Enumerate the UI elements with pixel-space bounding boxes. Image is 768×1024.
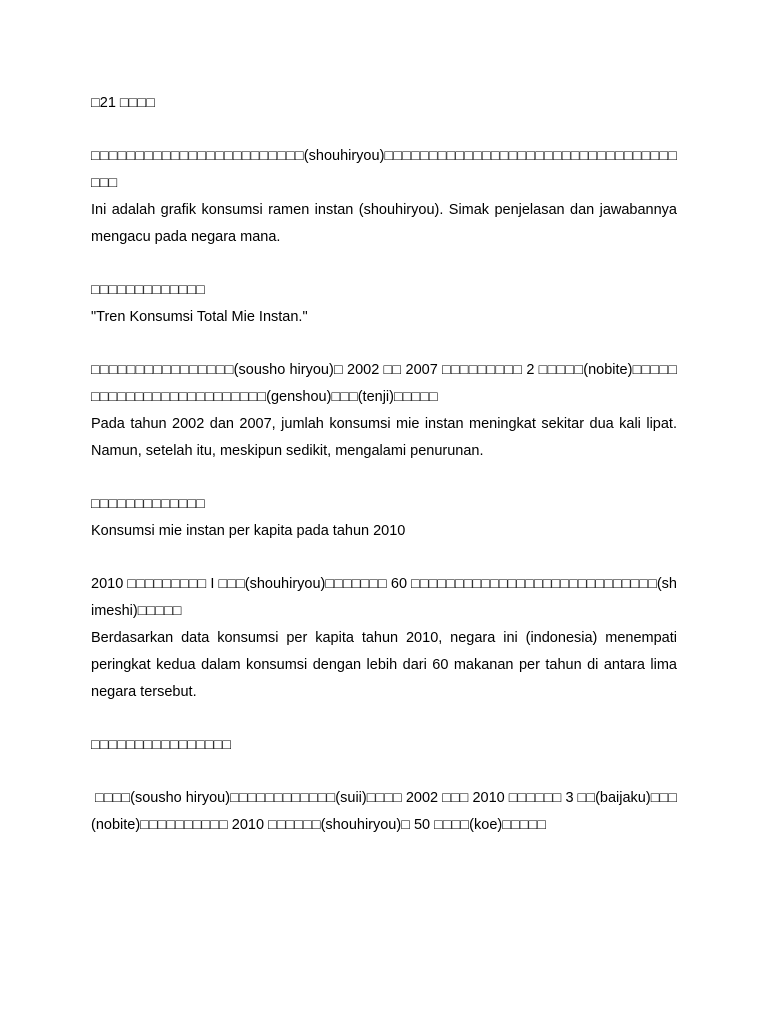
intro-japanese: □□□□□□□□□□□□□□□□□□□□□□□□(shouhiryou)□□□□□□□□□□□□□□□□□□□□□□□□□□□□□□□□□□□□ bbox=[91, 148, 677, 191]
trend-explanation-japanese: □□□□□□□□□□□□□□□□(sousho hiryou)□ 2002 □□ 2007 □□□□□□□□□ 2 □□□□□(nobite)□□□□□□□□□□□□□□□□□□□□□□□□□(genshou)□□□(tenji)□□□□□ bbox=[91, 362, 677, 405]
heading-total-trend-japanese: □□□□□□□□□□□□□ bbox=[91, 282, 205, 298]
intro-indonesian: Ini adalah grafik konsumsi ramen instan (shouhiryou). Simak penjelasan dan jawabannya mengacu pada negara mana. bbox=[91, 202, 677, 245]
heading-per-capita-japanese: □□□□□□□□□□□□□ bbox=[91, 496, 205, 512]
per-capita-explanation-indonesian: Berdasarkan data konsumsi per kapita tahun 2010, negara ini (indonesia) menempati peringkat kedua dalam konsumsi dengan lebih dari 60 makanan per tahun di antara lima negara tersebut. bbox=[91, 630, 677, 700]
answer-heading-japanese: □□□□□□□□□□□□□□□□ bbox=[91, 737, 232, 753]
per-capita-explanation-japanese: 2010 □□□□□□□□□ I □□□(shouhiryou)□□□□□□□ 60 □□□□□□□□□□□□□□□□□□□□□□□□□□□□(shimeshi)□□□□□ bbox=[91, 576, 677, 619]
heading-total-trend-indonesian: "Tren Konsumsi Total Mie Instan." bbox=[91, 309, 308, 325]
exercise-title: □21 □□□□ bbox=[91, 95, 155, 111]
heading-per-capita-indonesian: Konsumsi mie instan per kapita pada tahun 2010 bbox=[91, 523, 406, 539]
trend-explanation-indonesian: Pada tahun 2002 dan 2007, jumlah konsumsi mie instan meningkat sekitar dua kali lipat. Namun, setelah itu, meskipun sedikit, mengalami penurunan. bbox=[91, 416, 677, 459]
answer-explanation-japanese: □□□□(sousho hiryou)□□□□□□□□□□□□(suii)□□□□ 2002 □□□ 2010 □□□□□□ 3 □□(baijaku)□□□(nobite)□□□□□□□□□□ 2010 □□□□□□(shouhiryou)□ 50 □□□□(koe)□□□□□ bbox=[91, 790, 677, 833]
